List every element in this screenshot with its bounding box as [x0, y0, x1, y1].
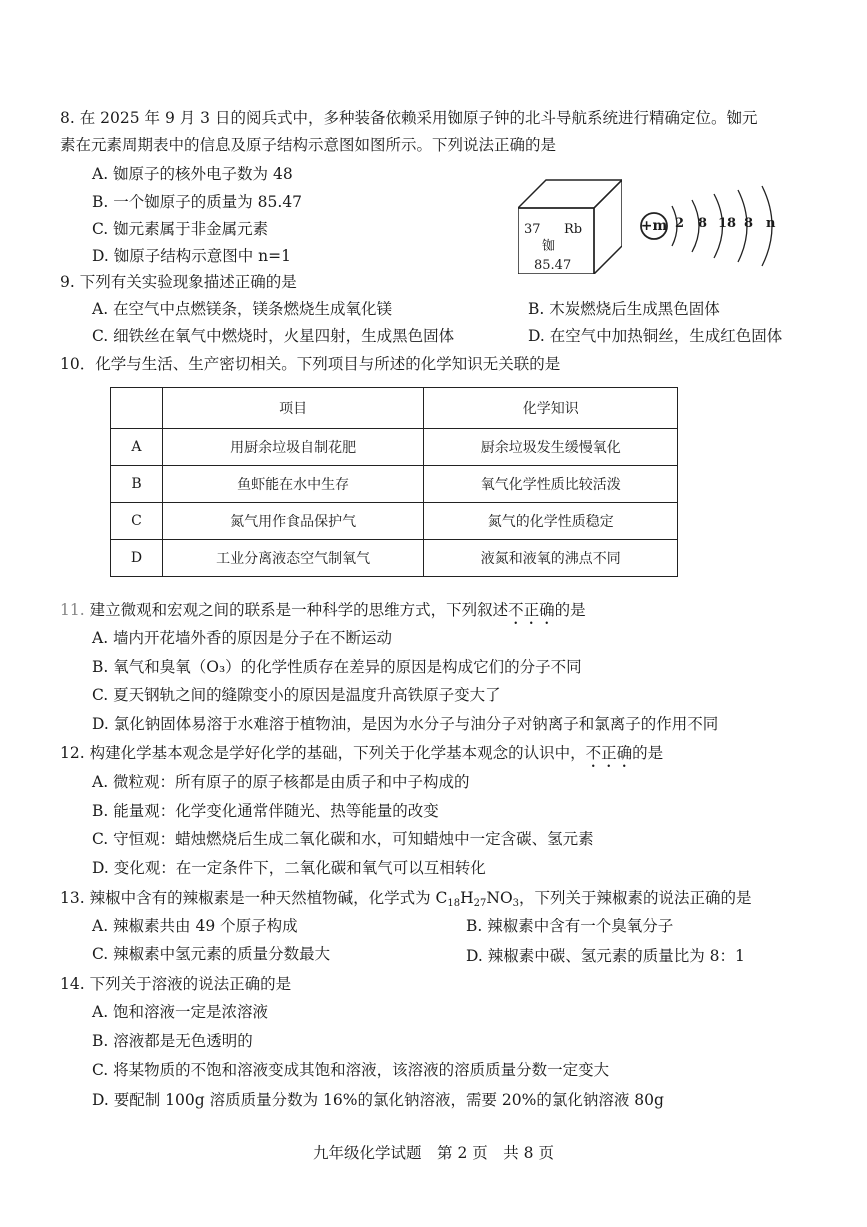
- q8-option-b: B. 一个铷原子的质量为 85.47: [92, 193, 303, 211]
- q13-option-d: D. 辣椒素中碳、氢元素的质量比为 8：1: [466, 947, 745, 965]
- atomic-mass: 85.47: [534, 258, 572, 273]
- q12-stem: [60, 743, 663, 771]
- q14-stem: 14. 下列关于溶液的说法正确的是: [60, 975, 292, 993]
- shell-2-electrons: 8: [698, 216, 708, 231]
- table-cell: A: [111, 429, 163, 466]
- formula-sub-c: 18: [447, 898, 461, 909]
- q9-option-d: D. 在空气中加热铜丝，生成红色固体: [528, 327, 783, 345]
- formula-sub-h: 27: [473, 898, 487, 909]
- table-cell: 鱼虾能在水中生存: [162, 466, 424, 503]
- table-row: [111, 540, 678, 577]
- nucleus-label: +m: [640, 218, 668, 234]
- table-cell: C: [111, 503, 163, 540]
- q9-option-b: B. 木炭燃烧后生成黑色固体: [528, 300, 720, 318]
- element-name: 铷: [542, 239, 556, 254]
- q10-stem: 10．化学与生活、生产密切相关。下列项目与所述的化学知识无关联的是: [60, 355, 561, 373]
- q11-stem-text: 建立微观和宏观之间的联系是一种科学的思维方式，下列叙述: [89, 601, 509, 619]
- shell-1-electrons: 2: [675, 216, 685, 231]
- q10-table: [110, 387, 678, 577]
- shell-5-electrons: n: [766, 216, 776, 231]
- q12-option-b: B. 能量观：化学变化通常伴随光、热等能量的改变: [92, 802, 439, 820]
- q13-option-c: C. 辣椒素中氢元素的质量分数最大: [92, 945, 331, 963]
- q9-option-a: A. 在空气中点燃镁条，镁条燃烧生成氧化镁: [92, 300, 393, 318]
- formula-no: NO: [486, 889, 513, 907]
- table-cell: 氧气化学性质比较活泼: [424, 466, 678, 503]
- q13-stem: [60, 888, 752, 908]
- table-cell: 用厨余垃圾自制花肥: [162, 429, 424, 466]
- q9-option-c: C. 细铁丝在氧气中燃烧时，火星四射，生成黑色固体: [92, 327, 455, 345]
- q9-stem: 9. 下列有关实验现象描述正确的是: [60, 273, 297, 291]
- q8-option-c: C. 铷元素属于非金属元素: [92, 220, 269, 238]
- atomic-structure-diagram: [636, 180, 786, 270]
- table-header-cell: 化学知识: [424, 388, 678, 429]
- q12-stem-text: 12. 构建化学基本观念是学好化学的基础，下列关于化学基本观念的认识中，: [60, 744, 586, 762]
- page-footer: 九年级化学试题 第 2 页 共 8 页: [313, 1144, 554, 1162]
- q11-stem: [60, 600, 586, 628]
- q13-stem-text: 13. 辣椒中含有的辣椒素是一种天然植物碱，化学式为 C: [60, 889, 448, 907]
- q8-stem-line1: 8. 在 2025 年 9 月 3 日的阅兵式中，多种装备依赖采用铷原子钟的北斗导航系统进行精确定位。铷元: [60, 109, 758, 127]
- q12-stem-end: 的是: [632, 744, 664, 762]
- q8-option-d: D. 铷原子结构示意图中 n=1: [92, 247, 291, 265]
- element-symbol: Rb: [564, 222, 583, 237]
- q12-option-c: C. 守恒观：蜡烛燃烧后生成二氧化碳和水，可知蜡烛中一定含碳、氢元素: [92, 830, 594, 848]
- table-cell: 氮气的化学性质稳定: [424, 503, 678, 540]
- q11-option-a: A. 墙内开花墙外香的原因是分子在不断运动: [92, 629, 393, 647]
- q11-stem-end: 的是: [554, 601, 586, 619]
- table-cell: 工业分离液态空气制氧气: [162, 540, 424, 577]
- q11-option-b: B. 氧气和臭氧（O₃）的化学性质存在差异的原因是构成它们的分子不同: [92, 658, 582, 676]
- formula-h: H: [460, 889, 474, 907]
- q12-emphasis: 不正确: [585, 744, 633, 762]
- element-cell-figure: [518, 178, 622, 274]
- shell-3-electrons: 18: [718, 216, 737, 231]
- q12-option-a: A. 微粒观：所有原子的原子核都是由质子和中子构成的: [92, 773, 470, 791]
- q11-number: 11.: [60, 601, 85, 619]
- table-cell: 液氮和液氧的沸点不同: [424, 540, 678, 577]
- q8-option-a: A. 铷原子的核外电子数为 48: [92, 165, 293, 183]
- atomic-number: 37: [524, 222, 541, 237]
- q12-option-d: D. 变化观：在一定条件下，二氧化碳和氧气可以互相转化: [92, 859, 486, 877]
- formula-sub-o: 3: [512, 898, 520, 909]
- q14-option-c: C. 将某物质的不饱和溶液变成其饱和溶液，该溶液的溶质质量分数一定变大: [92, 1061, 610, 1079]
- table-row: [111, 503, 678, 540]
- table-header-cell: 项目: [162, 388, 424, 429]
- table-cell: 氮气用作食品保护气: [162, 503, 424, 540]
- q11-option-d: D. 氯化钠固体易溶于水难溶于植物油，是因为水分子与油分子对钠离子和氯离子的作用不同: [92, 715, 719, 733]
- q13-stem-end: ，下列关于辣椒素的说法正确的是: [519, 889, 752, 907]
- q14-option-a: A. 饱和溶液一定是浓溶液: [92, 1003, 269, 1021]
- q13-option-b: B. 辣椒素中含有一个臭氧分子: [466, 917, 674, 935]
- q8-stem-line2: 素在元素周期表中的信息及原子结构示意图如图所示。下列说法正确的是: [60, 136, 557, 154]
- q13-option-a: A. 辣椒素共由 49 个原子构成: [92, 917, 298, 935]
- q11-emphasis: 不正确: [508, 601, 555, 619]
- q14-option-b: B. 溶液都是无色透明的: [92, 1032, 253, 1050]
- shell-4-electrons: 8: [744, 216, 754, 231]
- table-cell: B: [111, 466, 163, 503]
- table-row: [111, 429, 678, 466]
- table-row: [111, 466, 678, 503]
- q14-option-d: D. 要配制 100g 溶质质量分数为 16%的氯化钠溶液，需要 20%的氯化钠溶液 80g: [92, 1091, 664, 1109]
- table-header-row: [111, 388, 678, 429]
- q11-option-c: C. 夏天钢轨之间的缝隙变小的原因是温度升高铁原子变大了: [92, 686, 501, 704]
- table-cell: D: [111, 540, 163, 577]
- table-header-cell: [111, 388, 163, 429]
- table-cell: 厨余垃圾发生缓慢氧化: [424, 429, 678, 466]
